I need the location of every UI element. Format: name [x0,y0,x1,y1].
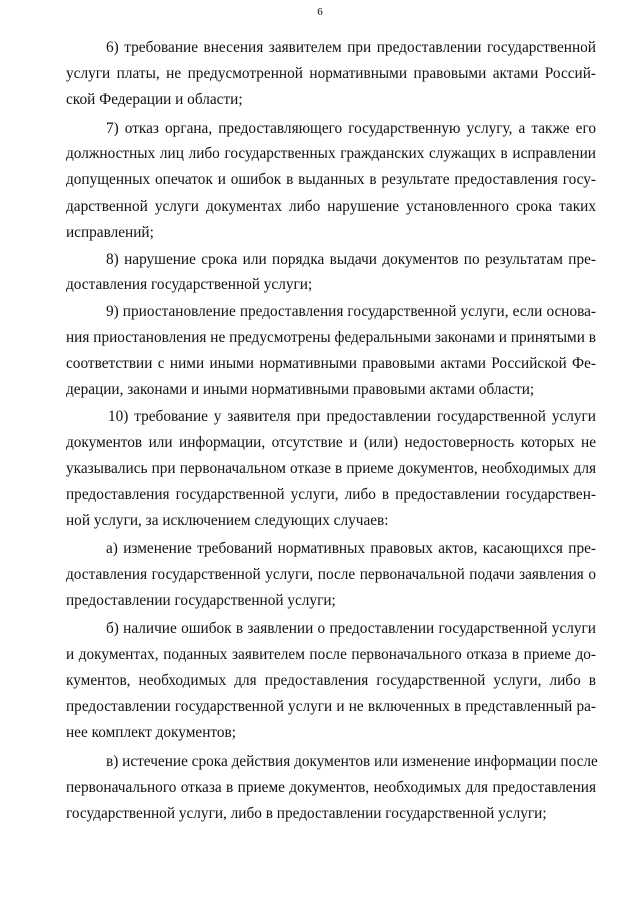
text-line: кументов, необходимых для предоставления государственной услуги, либо в [66,672,596,689]
text-line: документов или информации, отсутствие и (или) недостоверность которых не [66,434,596,451]
text-line: предоставлении государственной услуги и не включенных в представленный ра- [66,698,596,715]
text-line: должностных лиц либо государственных гражданских служащих в исправлении [66,145,596,162]
page-number: 6 [317,6,323,18]
text-line: 8) нарушение срока или порядка выдачи документов по результатам пре- [106,251,596,268]
text-line: дарственной услуги документах либо нарушение установленного срока таких [66,198,596,215]
text-line: допущенных опечаток и ошибок в выданных в результате предоставления госу- [66,171,596,188]
text-line: 10) требование у заявителя при предоставлении государственной услуги [108,408,596,425]
text-line: б) наличие ошибок в заявлении о предоставлении государственной услуги [106,620,596,637]
text-line: ской Федерации и области; [66,91,243,108]
text-line: 6) требование внесения заявителем при предоставлении государственной [106,39,596,56]
text-line: указывались при первоначальном отказе в приеме документов, необходимых для [66,460,596,477]
text-line: исправлений; [66,224,154,241]
text-line: первоначального отказа в приеме документов, необходимых для предоставления [66,779,596,796]
text-line: соответствии с ними иными нормативными правовыми актами Российской Фе- [66,355,596,372]
text-line: предоставлении государственной услуги; [66,592,336,609]
text-line: ния приостановления не предусмотрены федеральными законами и принятыми в [66,329,596,346]
text-line: предоставления государственной услуги, либо в предоставлении государствен- [66,486,596,503]
text-line: 7) отказ органа, предоставляющего государственную услугу, а также его [106,120,596,137]
text-line: нее комплект документов; [66,724,236,741]
text-line: услуги платы, не предусмотренной нормативными правовыми актами Россий- [66,65,596,82]
text-line: 9) приостановление предоставления государственной услуги, если основа- [106,303,596,320]
text-line: доставления государственной услуги; [66,276,313,293]
text-line: доставления государственной услуги, после первоначальной подачи заявления о [66,566,596,583]
text-line: дерации, законами и иными нормативными правовыми актами области; [66,381,535,398]
text-line: в) истечение срока действия документов или изменение информации после [106,753,598,770]
text-line: и документах, поданных заявителем после первоначального отказа в приеме до- [66,646,596,663]
text-line: ной услуги, за исключением следующих случаев: [66,512,389,529]
text-line: государственной услуги, либо в предоставлении государственной услуги; [66,805,547,822]
text-line: а) изменение требований нормативных правовых актов, касающихся пре- [106,540,596,557]
